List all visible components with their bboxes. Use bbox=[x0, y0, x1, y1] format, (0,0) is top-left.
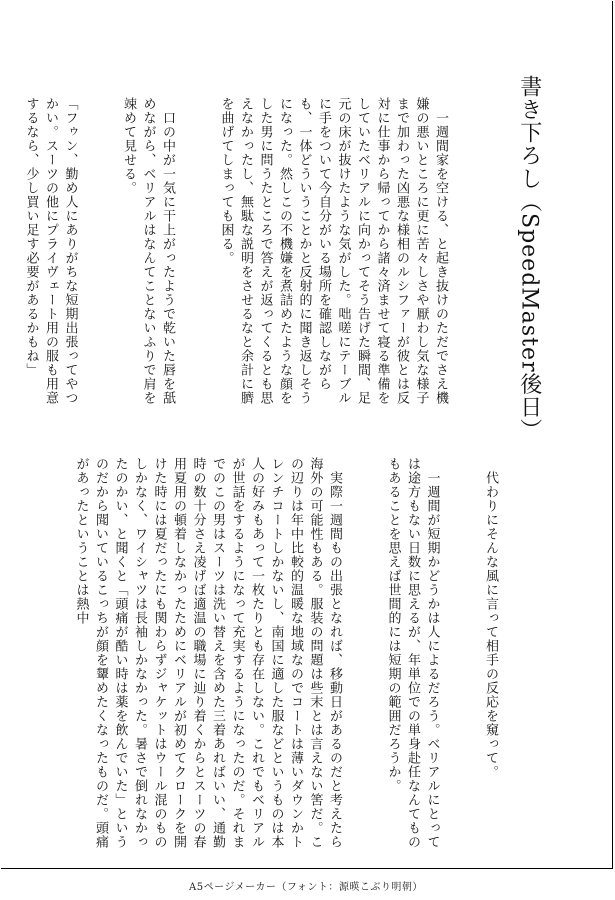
page-frame bbox=[1, 1, 613, 869]
paragraph: 一週間家を空ける、と起き抜けのただでさえ機嫌の悪いところに更に苦々しさや厭わし気な様子まで加わった凶悪な様相のルシファーが彼とは反対に仕事から帰ってから諸々済ませて寝る準備をしていたベリアルに向かってそう告げた瞬間、足元の床が抜けたような気がした。咄嗟にテーブルに手をついて今自分がいる場所を確認しながらも、一体どういうことかと反射的に聞き返しそうになった。然しこの不機嫌を煮詰めたような顔をした男に問うたところで答えが返ってくるとも思えなかったし、無駄な説明をさせるなと余計に臍を曲げてしまっても困る。 bbox=[218, 97, 448, 405]
page-title: 書き下ろし（SpeedMaster後日） bbox=[516, 75, 542, 442]
page-footer: A5ページメーカー（フォント：源暎こぶり明朝） bbox=[189, 882, 423, 893]
paragraph: 一週間が短期かどうかは人によるだろう。ベリアルにとっては途方もない日数に思えるが、年単位での単身赴任なんてものもあることを思えば世間的には短期の範囲だろうか。 bbox=[385, 457, 440, 849]
paragraph: 「フゥン、勤め人にありがちな短期出張ってやつかい。スーツの他にプライヴェート用の服も用意するなら、少し買い足す必要があるかもね」 bbox=[23, 97, 78, 405]
upper-text-block bbox=[23, 97, 489, 415]
paragraph: 実際一週間もの出張となれば、移動日があるのだと考えたら海外の可能性もある。服装の問題は些末とは言えない筈だ。この辺りは年中比較的温暖な地域なのでコートは薄いダウンかトレンチコートしかないし、南国に適した服などというものは本人の好みもあって一枚たりとも存在しない。これでもベリアルが世話をするようになって充実するようになったのだ。それまでのこの男はスーツは洗い替えを含めた三着あればいい、通勤時の数十分さえ凌げば適温の職場に辿り着くからとスーツの春用夏用の頓着しなかったためにベリアルが初めてクロークを開けた時には夏だったにも関わらずジャケットはウール混のものしかなく、ワイシャツは長袖しかなかった。暑さで倒れなかったのかい、と聞くと「頭痛が酷い時は薬を飲んでいた」というのだから聞いているこっちが顔を顰めたくなったものだ。頭痛があったということは熱中 bbox=[73, 457, 342, 849]
paragraph: 口の中が一気に干上がったようで乾いた唇を舐めながら、ベリアルはなんてことないふりで肩を竦めて見せる。 bbox=[121, 97, 175, 405]
lower-text-block bbox=[65, 457, 539, 849]
paragraph: 代わりにそんな風に言って相手の反応を窺って。 bbox=[483, 457, 498, 779]
